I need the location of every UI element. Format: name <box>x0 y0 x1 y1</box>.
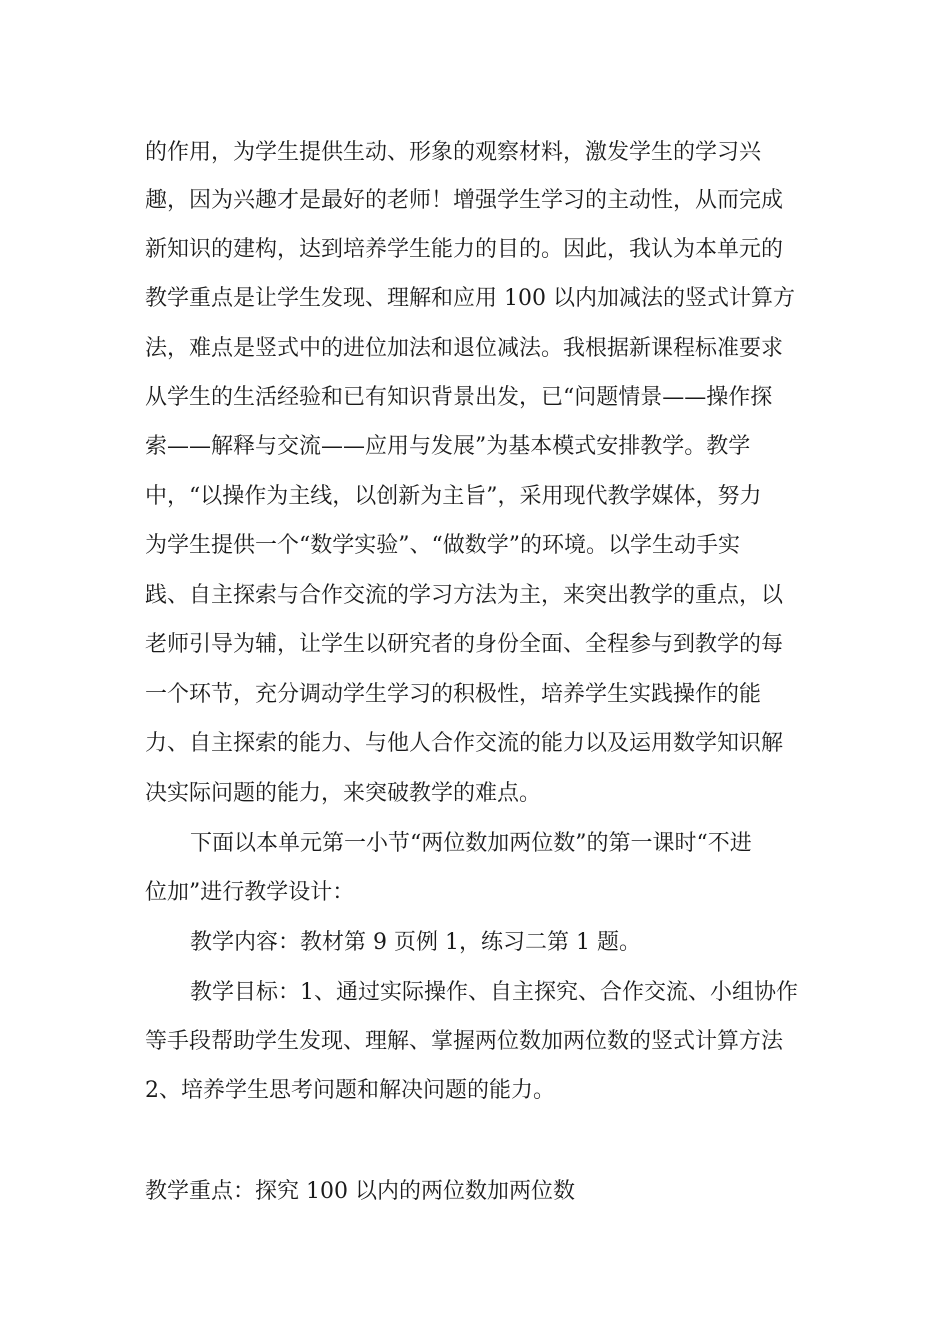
paragraph-line: 老师引导为辅，让学生以研究者的身份全面、全程参与到教学的每 <box>145 632 784 657</box>
paragraph-line: 新知识的建构，达到培养学生能力的目的。因此，我认为本单元的 <box>145 237 784 262</box>
paragraph-line: 力、自主探索的能力、与他人合作交流的能力以及运用数学知识解 <box>145 731 784 756</box>
paragraph-line: 决实际问题的能力，来突破教学的难点。 <box>145 781 542 806</box>
paragraph-line: 为学生提供一个“数学实验”、“做数学”的环境。以学生动手实 <box>145 533 740 558</box>
paragraph-line: 践、自主探索与合作交流的学习方法为主，来突出教学的重点，以 <box>145 583 784 608</box>
paragraph-line: 趣，因为兴趣才是最好的老师！增强学生学习的主动性，从而完成 <box>145 188 784 213</box>
paragraph-line: 一个环节，充分调动学生学习的积极性，培养学生实践操作的能 <box>145 682 762 707</box>
paragraph-line: 教学重点是让学生发现、理解和应用 100 以内加减法的竖式计算方 <box>145 286 795 311</box>
paragraph-line: 的作用，为学生提供生动、形象的观察材料，激发学生的学习兴 <box>145 140 762 165</box>
paragraph-line: 位加”进行教学设计： <box>145 880 355 905</box>
paragraph-line: 2、培养学生思考问题和解决问题的能力。 <box>145 1078 555 1103</box>
teaching-goal-line: 教学目标：1、通过实际操作、自主探究、合作交流、小组协作 <box>190 980 798 1005</box>
teaching-focus-line: 教学重点：探究 100 以内的两位数加两位数 <box>145 1179 575 1204</box>
paragraph-line: 索——解释与交流——应用与发展”为基本模式安排教学。教学 <box>145 434 751 459</box>
teaching-content-line: 教学内容：教材第 9 页例 1，练习二第 1 题。 <box>190 930 641 955</box>
paragraph-line: 中，“以操作为主线，以创新为主旨”，采用现代教学媒体，努力 <box>145 484 762 509</box>
paragraph-line: 从学生的生活经验和已有知识背景出发，已“问题情景——操作探 <box>145 385 773 410</box>
paragraph-line: 下面以本单元第一小节“两位数加两位数”的第一课时“不进 <box>190 831 752 856</box>
paragraph-line: 等手段帮助学生发现、理解、掌握两位数加两位数的竖式计算方法 <box>145 1029 784 1054</box>
paragraph-line: 法，难点是竖式中的进位加法和退位减法。我根据新课程标准要求 <box>145 336 784 361</box>
